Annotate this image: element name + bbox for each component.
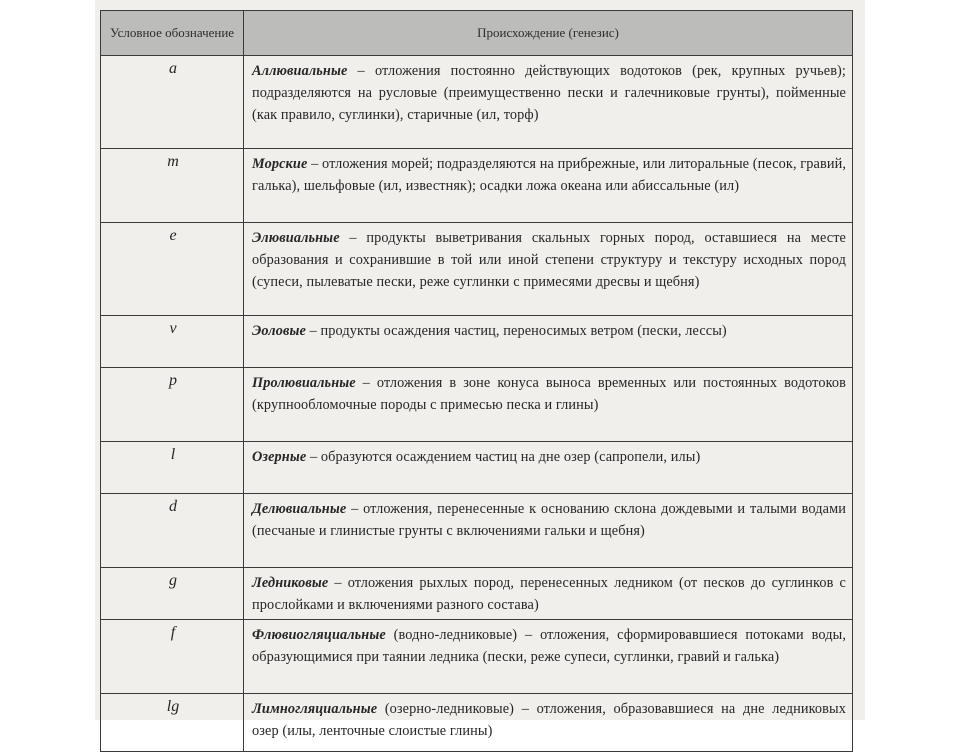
deposit-description — [244, 442, 853, 494]
deposit-symbol: v — [101, 316, 244, 368]
deposit-term: Аллювиальные — [252, 63, 348, 79]
table-row — [101, 316, 853, 368]
deposit-symbol: lg — [101, 694, 244, 752]
deposit-symbol: l — [101, 442, 244, 494]
deposit-term: Эоловые — [252, 323, 306, 339]
deposit-symbol: d — [101, 494, 244, 568]
deposit-description — [244, 316, 853, 368]
deposit-text: – отложения морей; подразделяются на прибрежные, или литоральные (песок, гравий, галька), шельфовые (ил, известняк); осадки ложа океана или абиссальные (ил) — [252, 156, 846, 194]
deposit-description — [244, 149, 853, 223]
deposit-description — [244, 620, 853, 694]
deposit-description — [244, 56, 853, 149]
table-row — [101, 223, 853, 316]
deposit-symbol: g — [101, 568, 244, 620]
deposit-term: Морские — [252, 156, 308, 172]
deposit-text: – отложения постоянно действующих водотоков (рек, крупных ручьев); подразделяются на русловые (преимущественно пески и галечниковые грунты), пойменные (как правило, суглинки), старичные (ил, торф) — [252, 63, 846, 123]
deposit-term: Элювиальные — [252, 230, 340, 246]
table-row — [101, 620, 853, 694]
deposit-text: – отложения, перенесенные к основанию склона дождевыми и талыми водами (песчаные и глинистые грунты с включениями гальки и щебня) — [252, 501, 846, 539]
deposit-text: – продукты выветривания скальных горных пород, оставшиеся на месте образования и сохранившие в той или иной степени структуру и текстуру исходных пород (супеси, пылеватые пески, реже суглинки с примесями дресвы и щебня) — [252, 230, 846, 290]
deposit-description — [244, 694, 853, 752]
deposit-symbol: m — [101, 149, 244, 223]
deposit-description — [244, 368, 853, 442]
deposit-symbol: a — [101, 56, 244, 149]
deposit-text: – продукты осаждения частиц, переносимых ветром (пески, лессы) — [305, 323, 727, 339]
table-row — [101, 568, 853, 620]
deposit-term: Лимногляциальные — [252, 701, 378, 717]
deposit-description — [244, 494, 853, 568]
deposit-term: Пролювиальные — [252, 375, 356, 391]
deposit-term: Ледниковые — [252, 575, 329, 591]
deposit-description — [244, 568, 853, 620]
deposit-term: Флювиогляциальные — [252, 627, 386, 643]
deposit-text: (озерно-ледниковые) – отложения, образовавшиеся на дне ледниковых озер (илы, ленточные слоистые глины) — [252, 701, 846, 739]
table-row — [101, 494, 853, 568]
table-row — [101, 694, 853, 752]
deposit-text: – отложения рыхлых пород, перенесенных ледником (от песков до суглинков с прослойками и включениями разного состава) — [252, 575, 846, 613]
symbol-column-header: Условное обозначение — [101, 11, 244, 56]
deposit-symbol: f — [101, 620, 244, 694]
table-row — [101, 442, 853, 494]
deposit-text: – образуются осаждением частиц на дне озер (сапропели, илы) — [306, 449, 701, 465]
deposit-symbol: p — [101, 368, 244, 442]
deposit-term: Делювиальные — [252, 501, 347, 517]
deposit-description — [244, 223, 853, 316]
deposit-term: Озерные — [252, 449, 307, 465]
document-page — [95, 0, 865, 739]
table-header-row — [101, 11, 853, 56]
deposit-text: (водно-ледниковые) – отложения, сформировавшиеся потоками воды, образующимися при таянии ледника (пески, реже супеси, суглинки, гравий и галька) — [252, 627, 846, 665]
deposit-symbol: e — [101, 223, 244, 316]
table-row — [101, 56, 853, 149]
genesis-column-header: Происхождение (генезис) — [244, 11, 853, 56]
table-row — [101, 368, 853, 442]
deposit-text: – отложения в зоне конуса выноса временных или постоянных водотоков (крупнообломочные породы с примесью песка и глины) — [252, 375, 846, 413]
genesis-table — [100, 10, 853, 752]
table-row — [101, 149, 853, 223]
